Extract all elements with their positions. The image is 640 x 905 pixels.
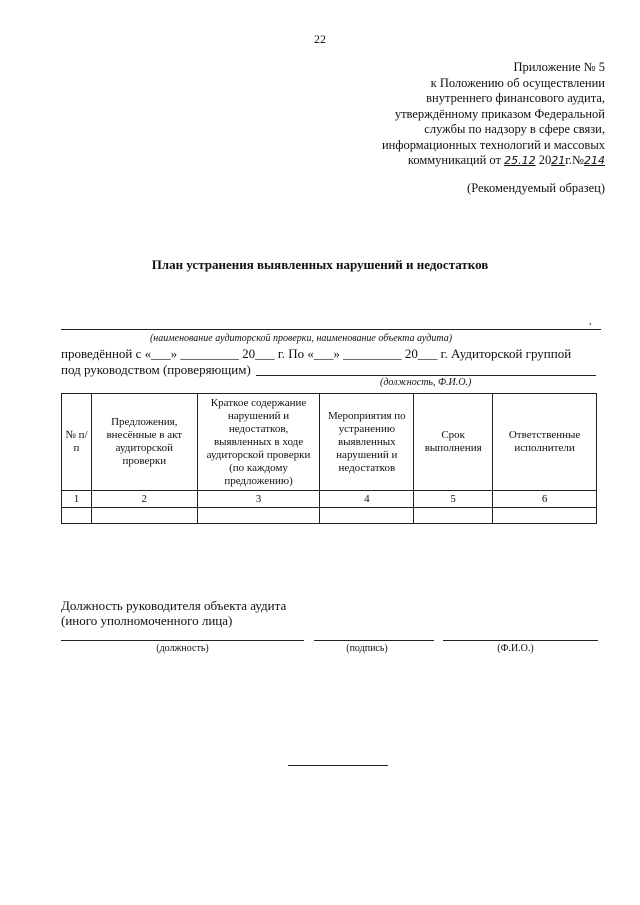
signatory-title-line2: (иного уполномоченного лица): [61, 613, 233, 628]
appendix-line-5: службы по надзору в сфере связи,: [424, 122, 605, 136]
table-row: [62, 491, 597, 508]
column-number-cell: 3: [197, 491, 320, 508]
header-responsible: Ответственные исполнители: [493, 394, 597, 491]
column-number-cell: 2: [91, 491, 197, 508]
header-deadline: Срок выполнения: [414, 394, 493, 491]
document-title: План устранения выявленных нарушений и недостатков: [151, 257, 489, 272]
table-cell: [91, 508, 197, 524]
comma-mark: ,: [589, 316, 592, 327]
column-number-cell: 6: [493, 491, 597, 508]
audit-name-line: [61, 329, 601, 330]
position-caption: (должность): [156, 643, 209, 654]
order-number-prefix: г.№: [565, 153, 584, 167]
table-cell: [197, 508, 320, 524]
audit-name-caption: (наименование аудиторской проверки, наименование объекта аудита): [149, 333, 453, 344]
appendix-line-3: внутреннего финансового аудита,: [426, 91, 605, 105]
period-line: проведённой с «___» _________ 20___ г. По «___» _________ 20___ г. Аудиторской группой: [61, 346, 572, 361]
table-header-row: [62, 394, 597, 491]
position-line: [61, 640, 304, 641]
leader-line-label: под руководством (проверяющим): [61, 362, 251, 377]
signatory-title-line1: Должность руководителя объекта аудита: [61, 598, 287, 613]
header-number: № п/п: [62, 394, 92, 491]
table-row: [62, 508, 597, 524]
appendix-line-2: к Положению об осуществлении: [430, 75, 605, 90]
header-measures: Мероприятия по устранению выявленных нарушений и недостатков: [320, 394, 414, 491]
table-cell: [493, 508, 597, 524]
footer-separator: [288, 765, 388, 766]
name-line: [443, 640, 598, 641]
appendix-block: [360, 60, 605, 169]
order-date: 25.12: [504, 154, 536, 167]
appendix-line-1: Приложение № 5: [513, 60, 605, 74]
appendix-line-6: информационных технологий и массовых: [381, 137, 605, 152]
signature-line: [314, 640, 434, 641]
order-prefix: коммуникаций от: [407, 153, 501, 167]
column-number-cell: 4: [320, 491, 414, 508]
table-cell: [414, 508, 493, 524]
page-number: 22: [314, 32, 326, 46]
leader-caption: (должность, Ф.И.О.): [380, 377, 472, 388]
leader-line: [256, 375, 596, 376]
column-number-cell: 5: [414, 491, 493, 508]
name-caption: (Ф.И.О.): [497, 643, 534, 654]
order-number: 214: [584, 154, 605, 167]
header-summary: Краткое содержание нарушений и недостатков, выявленных в ходе аудиторской проверки (по каждому предложению): [197, 394, 320, 491]
sample-note: (Рекомендуемый образец): [467, 181, 605, 195]
signature-caption: (подпись): [346, 643, 388, 654]
appendix-order-line: [360, 153, 605, 169]
header-proposals: Предложения, внесённые в акт аудиторской проверки: [91, 394, 197, 491]
column-number-cell: 1: [62, 491, 92, 508]
table-cell: [62, 508, 92, 524]
order-year-suffix: 21: [551, 154, 566, 167]
table-cell: [320, 508, 414, 524]
appendix-line-4: утверждённому приказом Федеральной: [394, 106, 605, 121]
order-year-prefix: 20: [538, 153, 552, 167]
plan-table: [61, 393, 597, 524]
